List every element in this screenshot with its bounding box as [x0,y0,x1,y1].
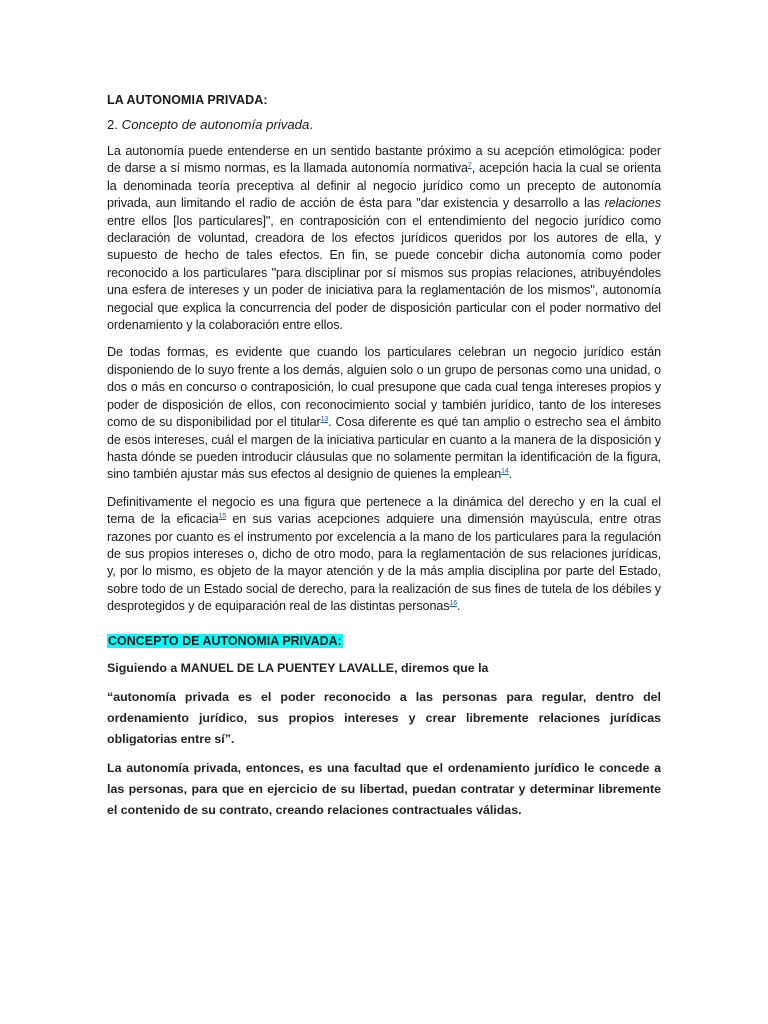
paragraph-3-text-a: Definitivamente el negocio es una figura que pertenece a la dinámica del derecho y en la cual el tema de la eficacia [107,494,661,527]
section-title-end: . [309,117,314,132]
paragraph-1-text-a: La autonomía puede entenderse en un sentido bastante próximo a su acepción etimológica: poder de darse a sí mismo normas, es la llamada autonomía normativa [107,144,661,176]
paragraph-3 [107,494,661,616]
footnote-link[interactable]: 7 [467,162,472,170]
footnote-link[interactable]: 14 [501,468,509,476]
paragraph-1-text-c: entre ellos [los particulares]", en contraposición con el entendimiento del negocio jurídico como declaración de voluntad, creadora de los efectos jurídicos queridos por los autores de ella, y supuesto de hecho de tales efectos. En fin, se puede concebir dicha autonomía como poder reconocido a los particulares "para disciplinar por sí mismos sus propias relaciones, atribuyéndoles una esfera de intereses y un poder de iniciativa para la reglamentación de los mismos", autonomía negocial que explica la concurrencia del poder de disposición particular con el poder normativo del ordenamiento y la colaboración entre ellos. [107,213,661,333]
document-body [107,93,661,829]
bold-paragraph-conclusion: La autonomía privada, entonces, es una facultad que el ordenamiento jurídico le concede a las personas, para que en ejercicio de su libertad, puedan contratar y determinar libremente el contenido de su contrato, creando relaciones contractuales válidas. [107,760,661,817]
paragraph-1 [107,143,661,334]
bold-paragraph-intro: Siguiendo a MANUEL DE LA PUENTEY LAVALLE, diremos que la [107,660,489,675]
bold-paragraph-quote: “autonomía privada es el poder reconocido a las personas para regular, dentro del ordenamiento jurídico, sus propios intereses y crear libremente relaciones jurídicas obligatorias entre sí”. [107,689,661,746]
section-subheading [107,117,661,132]
footnote-link[interactable]: 13 [320,415,329,423]
paragraph-1-text-b: , acepción hacia la cual se orienta la denominada teoría preceptiva al definir al negocio jurídico como un precepto de autonomía privada, aun limitando el radio de acción de ésta para "dar existencia y desarrollo a las [107,161,661,211]
footnote-link[interactable]: 15 [218,512,227,520]
section-number: 2. [107,117,118,132]
paragraph-3-text-b: en sus varias acepciones adquiere una dimensión mayúscula, entre otras razones por cuanto es el instrumento por excelencia a la mano de los particulares para la regulación de sus propios intereses o, dicho de otro modo, para la reglamentación de sus relaciones jurídicas, y, por lo mismo, es objeto de la mayor atención y de la más amplia disciplina por parte del Estado, sobre todo de un Estado social de derecho, para la realización de sus fines de tutela de los débiles y desprotegidos y de equiparación real de las distintas personas [107,512,662,614]
paragraph-1-italic: relaciones [604,196,661,211]
section-title: Concepto de autonomía privada [121,117,310,132]
page-title: LA AUTONOMIA PRIVADA: [107,93,268,107]
paragraph-2-text-c: . [508,467,513,482]
paragraph-2-text-a: De todas formas, es evidente que cuando los particulares celebran un negocio jurídico están disponiendo de lo suyo frente a los demás, alguien solo o un grupo de personas como una unidad, o dos o más en concurso o contraposición, lo cual presupone que cada cual tenga intereses propios y poder de disposición de ellos, con reconocimiento social y también jurídico, tanto de los intereses como de su disponibilidad por el titular [107,345,661,430]
paragraph-2 [107,344,661,483]
highlighted-heading: CONCEPTO DE AUTONOMIA PRIVADA: [108,633,342,648]
paragraph-2-text-b: . Cosa diferente es qué tan amplio o estrecho sea el ámbito de esos intereses, cuál el margen de la iniciativa particular en cuanto a la manera de la disposición y hasta dónde se pueden introducir cláusulas que no solamente permitan la identificación de la figura, sino también ajustar más sus efectos al designio de quienes la emplean [107,415,661,482]
footnote-link[interactable]: 16 [449,599,458,607]
paragraph-3-text-c: . [457,599,461,614]
